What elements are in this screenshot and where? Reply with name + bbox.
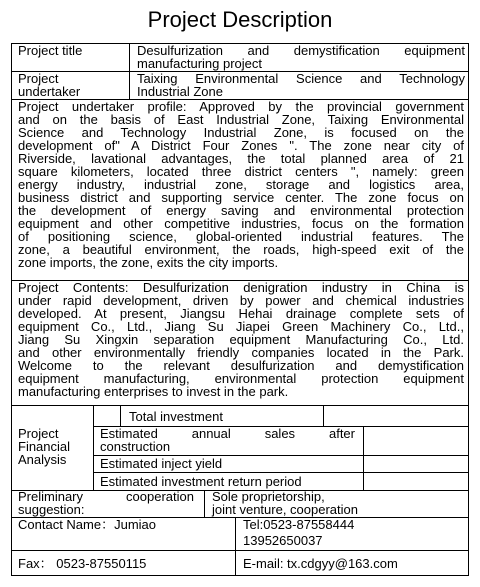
financial-label-line3: Analysis: [18, 452, 67, 467]
project-title-value-line2: manufacturing project: [137, 56, 263, 71]
cooperation-label-line1: Preliminary cooperation: [18, 489, 194, 504]
project-undertaker-value-line2: Industrial Zone: [137, 84, 223, 99]
estimated-yield-label: Estimated inject yield: [100, 456, 223, 471]
total-investment-label: Total investment: [129, 409, 223, 424]
contents-line: equipment Co., Ltd., Jiang Su Jiapei Green Machinery Co., Ltd.,: [18, 319, 464, 334]
profile-line: square kilometers, located three district centers ", namely: green: [18, 164, 464, 179]
profile-line: Project undertaker profile: Approved by the provincial government: [18, 99, 464, 114]
contact-name: Contact Name：Jumiao: [18, 517, 156, 532]
contact-tel-line2: 13952650037: [243, 533, 323, 548]
contact-fax: Fax： 0523-87550115: [18, 556, 147, 571]
financial-label-line2: Financial: [18, 439, 71, 454]
contact-email: E-mail: tx.cdgyy@163.com: [243, 556, 398, 571]
profile-line: energy industry, industrial zone, storage and logistics area,: [18, 177, 464, 192]
profile-line: equipment and other competitive industries, focus on the formation: [18, 216, 464, 231]
profile-line: business district and supporting service center. The zone focus on: [18, 190, 464, 205]
profile-line: of positioning science, global-oriented industrial features. The: [18, 229, 464, 244]
estimated-sales-label-line1: Estimated annual sales after: [100, 426, 355, 441]
project-undertaker-value-line1: Taixing Environmental Science and Technology: [137, 71, 465, 86]
project-undertaker-label-line2: undertaker: [18, 84, 81, 99]
profile-line: Science and Technology Industrial Zone, is focused on the: [18, 125, 464, 140]
profile-line: Riverside, lavational advantages, the total planned area of 21: [18, 151, 464, 166]
cooperation-label-line2: suggestion:: [18, 502, 85, 517]
project-title-label: Project title: [18, 43, 83, 58]
estimated-yield-value-cell: [363, 455, 469, 473]
contents-line: Welcome to the relevant desulfurization and demystification: [18, 358, 464, 373]
contents-line: manufacturing enterprises to invest in the park.: [18, 384, 289, 399]
cooperation-value-line2: joint venture, cooperation: [212, 502, 358, 517]
contents-line: developed. At present, Jiangsu Hehai drainage complete sets of: [18, 306, 464, 321]
page-title: Project Description: [147, 7, 333, 32]
contents-line: equipment manufacturing, environmental protection equipment: [18, 371, 464, 386]
profile-line: and on the basis of East Industrial Zone, Taixing Environmental: [18, 112, 464, 127]
project-title-value-line1: Desulfurization and demystification equipment: [137, 43, 465, 58]
contact-tel-line1: Tel:0523-87558444: [243, 517, 355, 532]
project-undertaker-label-line1: Project: [18, 71, 59, 86]
contents-line: under rapid development, driven by power and chemical industries: [18, 293, 464, 308]
cooperation-value-line1: Sole proprietorship,: [212, 489, 325, 504]
contents-line: Jiang Su Xingxin separation equipment Manufacturing Co., Ltd.: [18, 332, 464, 347]
profile-line: zone, a beautiful environment, the roads, high-speed exit of the: [18, 242, 464, 257]
profile-line: the development of energy saving and environmental protection: [18, 203, 464, 218]
financial-label-line1: Project: [18, 426, 59, 441]
profile-line: development of" A District Four Zones ". The zone near city of: [18, 138, 464, 153]
estimated-sales-label-line2: construction: [100, 439, 171, 454]
estimated-sales-value-cell: [363, 426, 469, 456]
contents-line: and other environmentally friendly companies located in the Park.: [18, 345, 464, 360]
estimated-return-label: Estimated investment return period: [100, 474, 302, 489]
profile-line: zone imports, the zone, exits the city imports.: [18, 255, 279, 270]
contents-line: Project Contents: Desulfurization denigration industry in China is: [18, 280, 464, 295]
